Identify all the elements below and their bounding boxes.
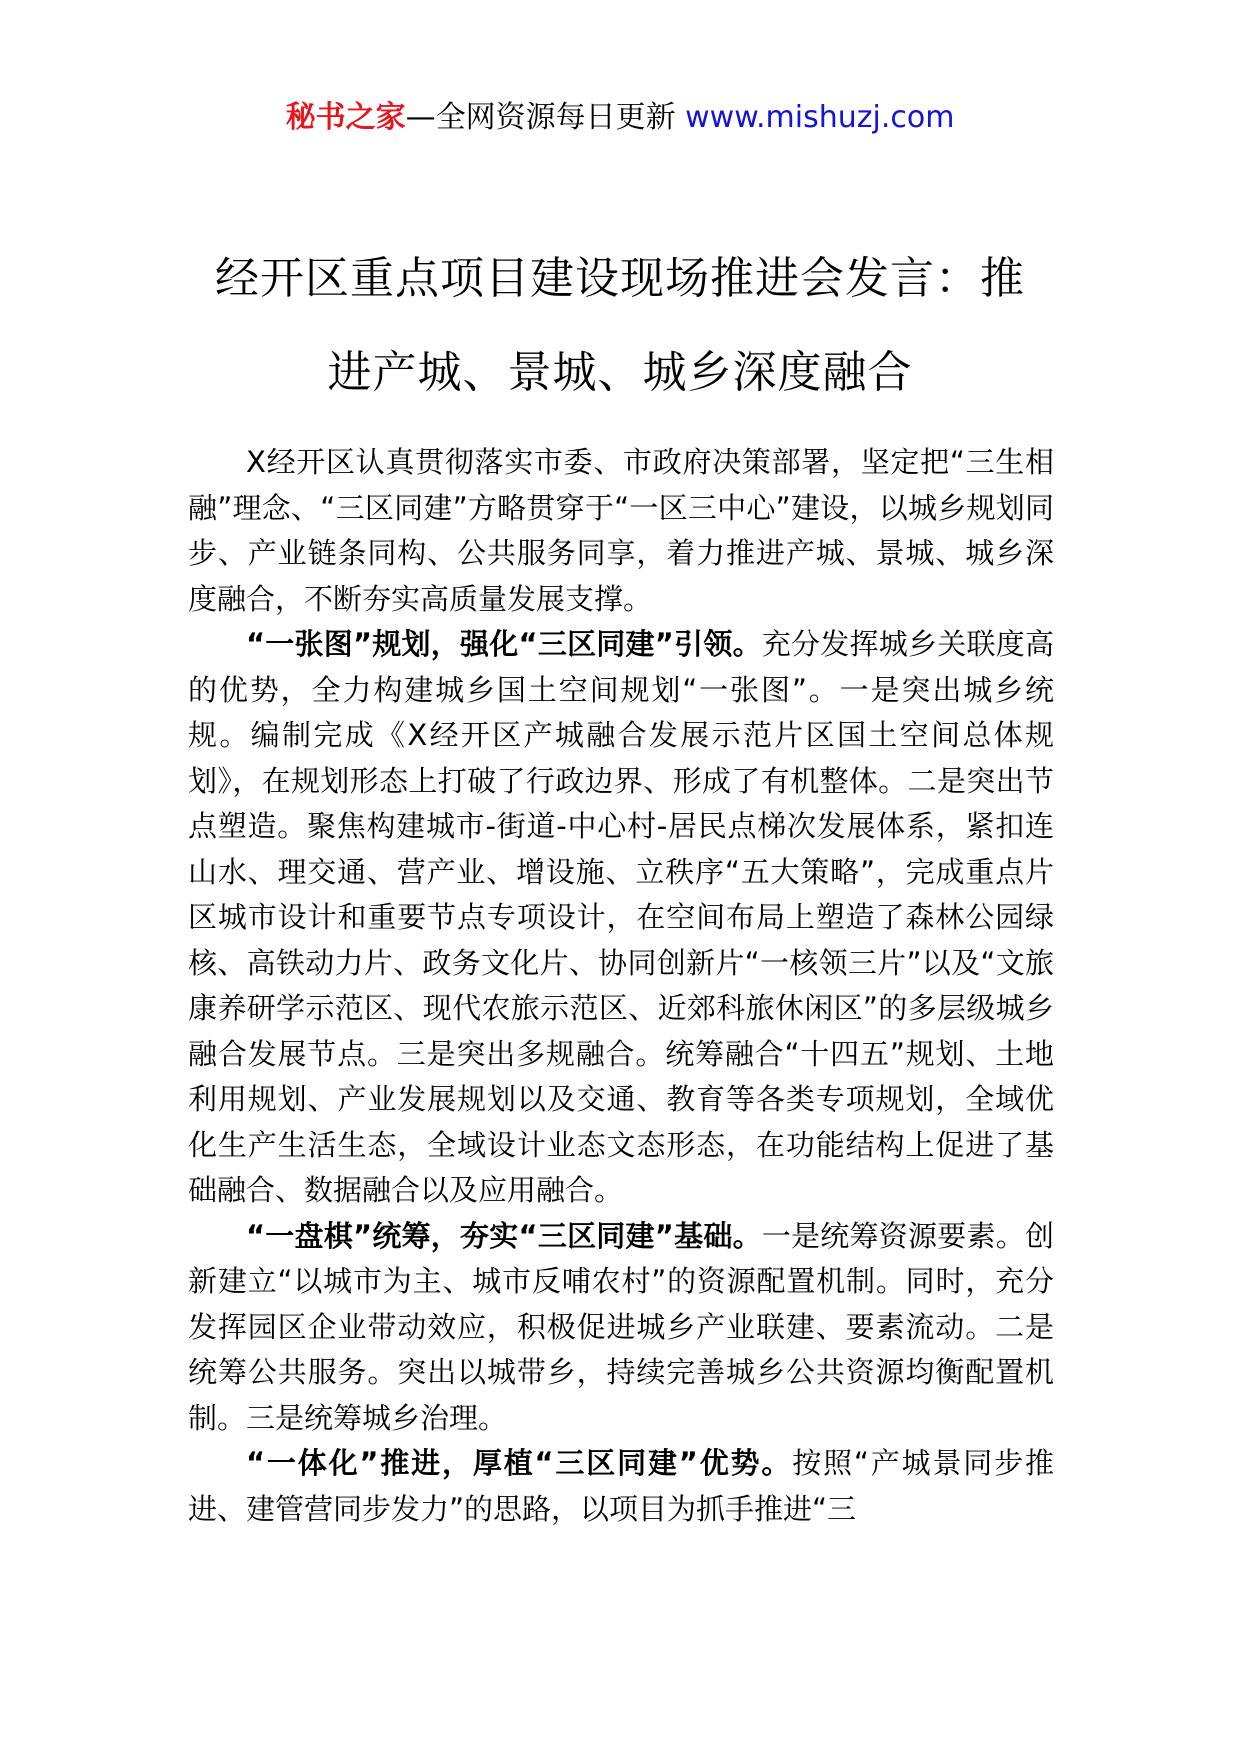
section-heading-integration: “一体化”推进，厚植“三区同建”优势。 (246, 1446, 793, 1480)
document-title (180, 232, 1060, 420)
section-body-integration: 按照“产城景同步推进、建管营同步发力”的思路，以项目为抓手推进“三 (188, 1446, 1054, 1526)
paragraph-planning (188, 622, 1054, 1214)
document-title-line-2: 进产城、景城、城乡深度融合 (327, 347, 913, 398)
document-body (188, 440, 1054, 1532)
paragraph-coordination (188, 1214, 1054, 1442)
section-heading-planning: “一张图”规划，强化“三区同建”引领。 (246, 627, 762, 661)
section-body-planning: 充分发挥城乡关联度高的优势，全力构建城乡国土空间规划“一张图”。一是突出城乡统规。编制完成《X经开区产城融合发展示范片区国土空间总体规划》，在规划形态上打破了行政边界、形成了有机整体。二是突出节点塑造。聚焦构建城市-街道-中心村-居民点梯次发展体系，紧扣连山水、理交通、营产业、增设施、立秩序“五大策略”，完成重点片区城市设计和重要节点专项设计，在空间布局上塑造了森林公园绿核、高铁动力片、政务文化片、协同创新片“一核领三片”以及“文旅康养研学示范区、现代农旅示范区、近郊科旅休闲区”的多层级城乡融合发展节点。三是突出多规融合。统筹融合“十四五”规划、土地利用规划、产业发展规划以及交通、教育等各类专项规划，全域优化生产生活生态，全域设计业态文态形态，在功能结构上促进了基础融合、数据融合以及应用融合。 (188, 627, 1054, 1207)
paragraph-integration (188, 1441, 1054, 1532)
site-url[interactable]: www.mishuzj.com (685, 100, 955, 135)
document-title-line-1: 经开区重点项目建设现场推进会发言：推 (215, 253, 1025, 304)
section-body-coordination: 一是统筹资源要素。创新建立“以城市为主、城市反哺农村”的资源配置机制。同时，充分发挥园区企业带动效应，积极促进城乡产业联建、要素流动。二是统筹公共服务。突出以城带乡，持续完善城乡公共资源均衡配置机制。三是统筹城乡治理。 (188, 1218, 1054, 1435)
site-header (0, 98, 1240, 138)
site-tagline: —全网资源每日更新 (405, 100, 686, 135)
paragraph-intro: X经开区认真贯彻落实市委、市政府决策部署，坚定把“三生相融”理念、“三区同建”方略贯穿于“一区三中心”建设，以城乡规划同步、产业链条同构、公共服务同享，着力推进产城、景城、城乡深度融合，不断夯实高质量发展支撑。 (188, 445, 1054, 616)
section-heading-coordination: “一盘棋”统筹，夯实“三区同建”基础。 (246, 1218, 762, 1253)
site-brand: 秘书之家 (285, 100, 406, 135)
